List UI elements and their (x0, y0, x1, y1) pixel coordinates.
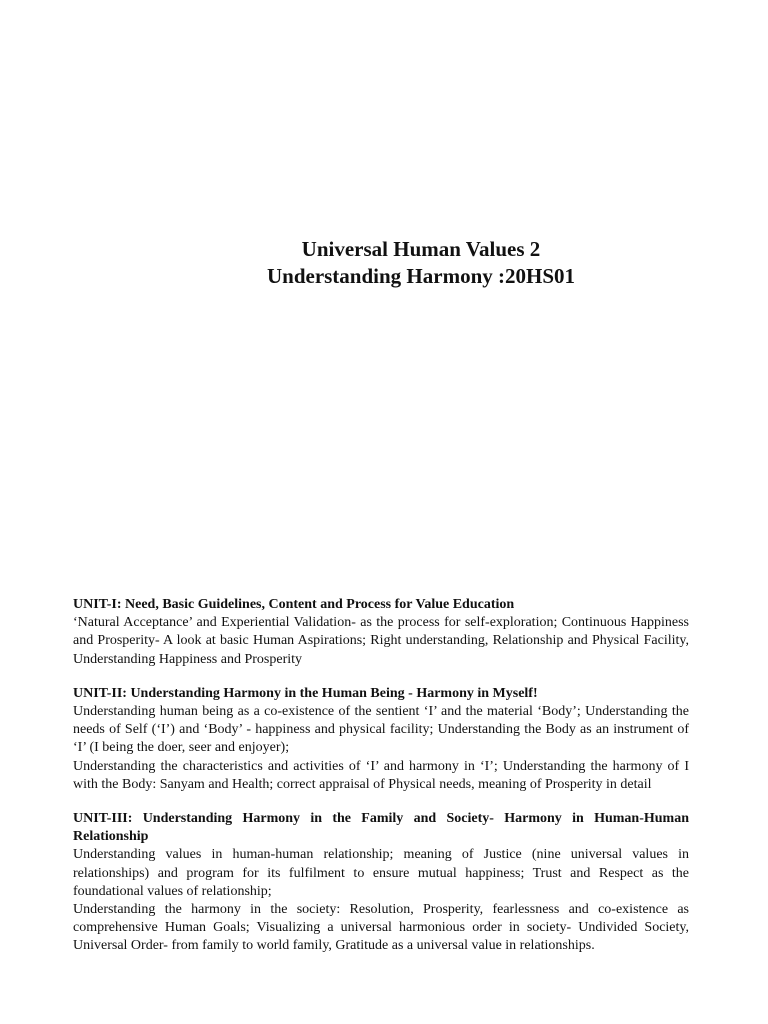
unit-heading: UNIT-III: Understanding Harmony in the Family and Society- Harmony in Human-Human Relationship (73, 811, 689, 845)
title-line-2: Understanding Harmony :20HS01 (266, 264, 576, 288)
unit-2-section (73, 685, 689, 794)
unit-paragraph: Understanding values in human-human relationship; meaning of Justice (nine universal values in relationships) and program for its fulfilment to ensure mutual happiness; Trust and Respect as the foundational values of relationship; (73, 847, 689, 899)
unit-1-section (73, 596, 689, 669)
unit-paragraph: Understanding the characteristics and activities of ‘I’ and harmony in ‘I’; Understanding the harmony of I with the Body: Sanyam and Health; correct appraisal of Physical needs, meaning of Prosperity in detail (73, 758, 689, 792)
unit-heading: UNIT-I: Need, Basic Guidelines, Content and Process for Value Education (73, 597, 515, 612)
document-title (0, 236, 768, 290)
unit-heading: UNIT-II: Understanding Harmony in the Human Being - Harmony in Myself! (73, 685, 538, 701)
title-line-1: Universal Human Values 2 (301, 237, 541, 261)
unit-3-section (73, 810, 689, 956)
unit-paragraph: ‘Natural Acceptance’ and Experiential Validation- as the process for self-exploration; Continuous Happiness and Prosperity- A look at basic Human Aspirations; Right understanding, Relationship and Physical Facility, Understanding Happiness and Prosperity (73, 615, 689, 667)
unit-paragraph: Understanding human being as a co-existence of the sentient ‘I’ and the material ‘Body’; Understanding the needs of Self (‘I’) and ‘Body’ - happiness and physical facility; Understanding the Body as an instrument of ‘I’ (I being the doer, seer and enjoyer); (73, 704, 689, 756)
syllabus-content (73, 596, 689, 972)
unit-paragraph: Understanding the harmony in the society: Resolution, Prosperity, fearlessness and co-existence as comprehensive Human Goals; Visualizing a universal harmonious order in society- Undivided Society, Universal Order- from family to world family, Gratitude as a universal value in relationships. (73, 902, 689, 954)
